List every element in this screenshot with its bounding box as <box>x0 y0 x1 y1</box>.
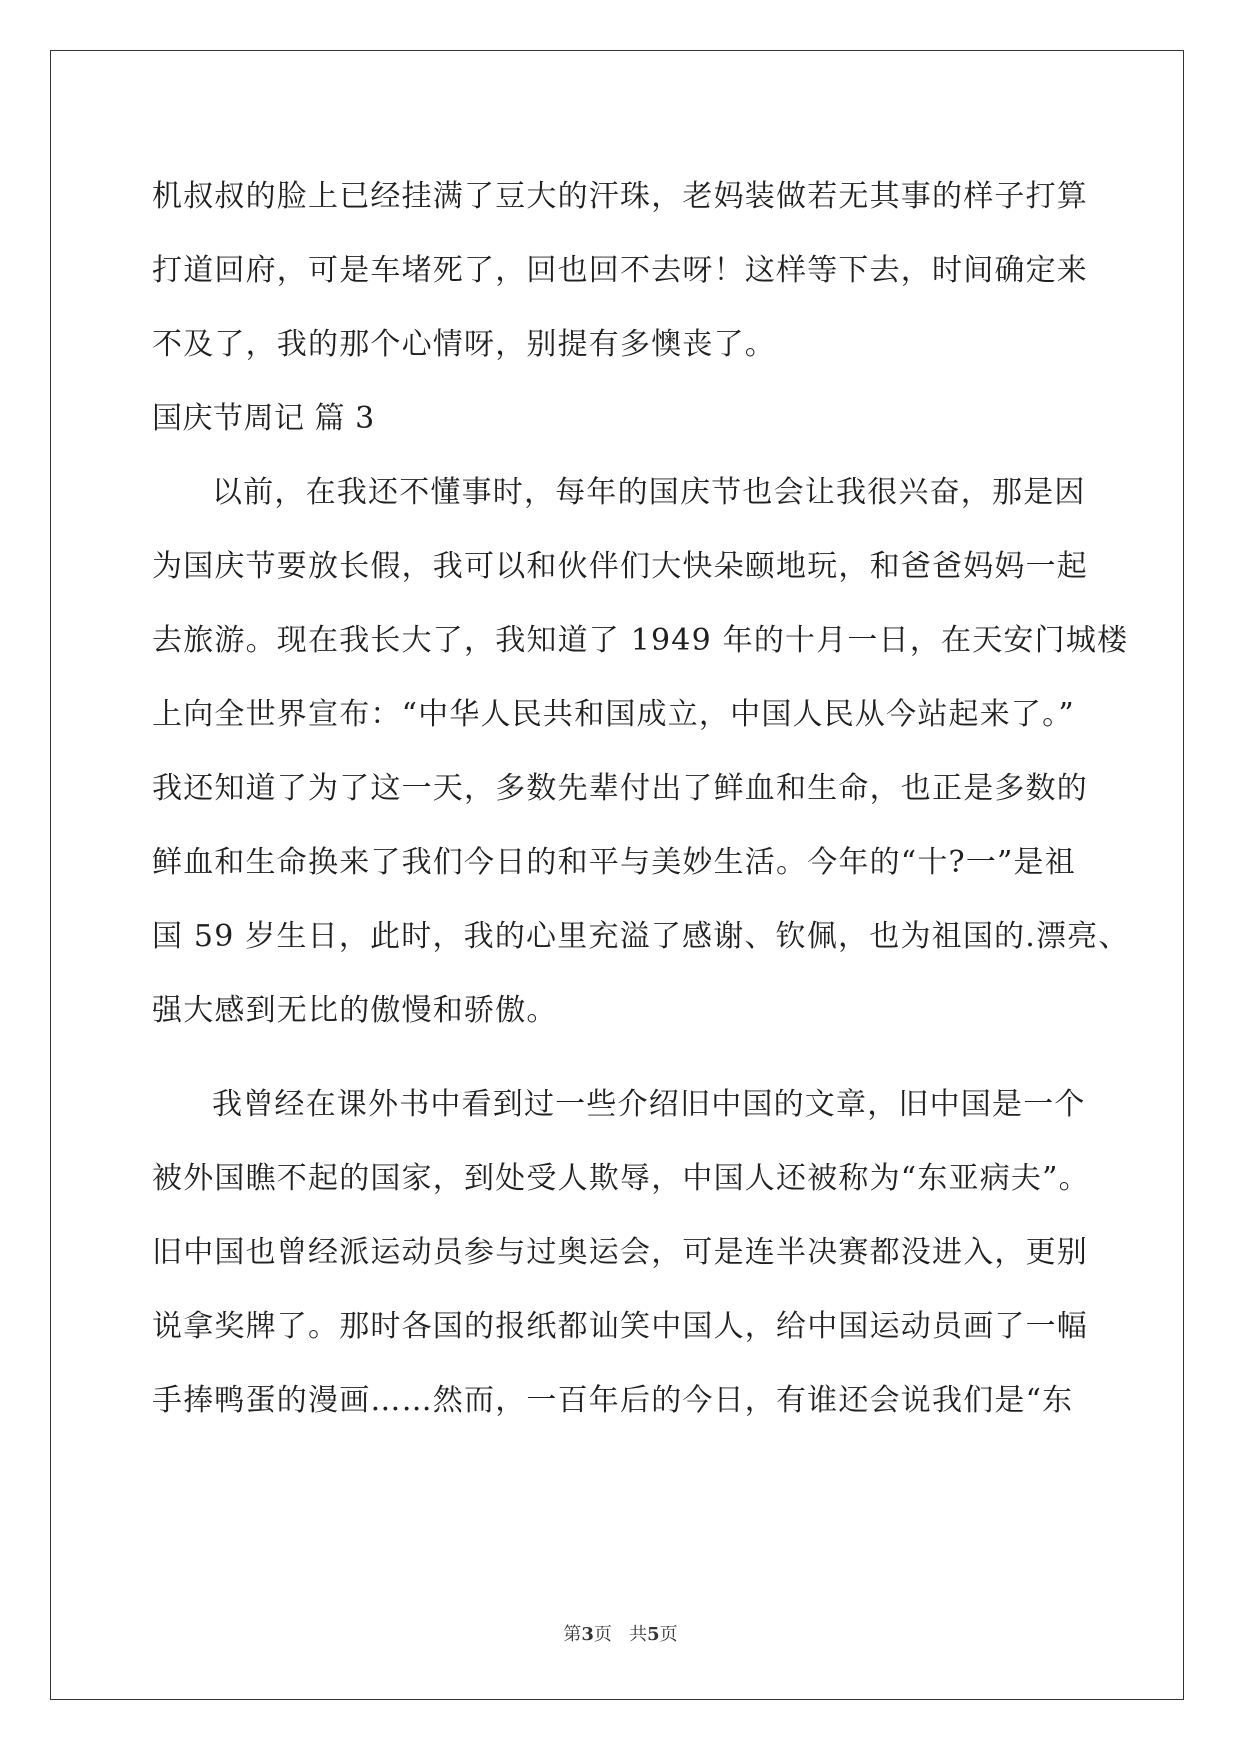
footer-prefix: 第 <box>563 1624 582 1645</box>
text-line: 机叔叔的脸上已经挂满了豆大的汗珠，老妈装做若无其事的样子打算 <box>152 179 1088 214</box>
document-body <box>152 160 1130 1438</box>
text-line: 手捧鸭蛋的漫画……然而，一百年后的今日，有谁还会说我们是“东 <box>152 1383 1074 1418</box>
text-line: 不及了，我的那个心情呀，别提有多懊丧了。 <box>152 327 776 362</box>
section-heading: 国庆节周记 篇 3 <box>152 401 375 436</box>
text-line: 我曾经在课外书中看到过一些介绍旧中国的文章，旧中国是一个 <box>212 1087 1086 1122</box>
text-line: 旧中国也曾经派运动员参与过奥运会，可是连半决赛都没进入，更别 <box>152 1235 1088 1270</box>
text-line: 说拿奖牌了。那时各国的报纸都讪笑中国人，给中国运动员画了一幅 <box>152 1309 1088 1344</box>
text-line: 去旅游。现在我长大了，我知道了 1949 年的十月一日，在天安门城楼 <box>152 623 1129 658</box>
text-line: 我还知道了为了这一天，多数先辈付出了鲜血和生命，也正是多数的 <box>152 771 1088 806</box>
footer-middle: 页 共 <box>593 1624 648 1645</box>
text-line: 鲜血和生命换来了我们今日的和平与美妙生活。今年的“十?一”是祖 <box>152 845 1076 880</box>
text-line: 打道回府，可是车堵死了，回也回不去呀！这样等下去，时间确定来 <box>152 253 1088 288</box>
text-line: 被外国瞧不起的国家，到处受人欺辱，中国人还被称为“东亚病夫”。 <box>152 1161 1090 1196</box>
text-line: 以前，在我还不懂事时，每年的国庆节也会让我很兴奋，那是因 <box>212 475 1086 510</box>
page-footer <box>0 1620 1241 1646</box>
text-line: 国 59 岁生日，此时，我的心里充溢了感谢、钦佩，也为祖国的.漂亮、 <box>152 919 1130 954</box>
total-pages-number: 5 <box>647 1624 660 1645</box>
text-line: 强大感到无比的傲慢和骄傲。 <box>152 993 558 1028</box>
text-line: 为国庆节要放长假，我可以和伙伴们大快朵颐地玩，和爸爸妈妈一起 <box>152 549 1088 584</box>
footer-suffix: 页 <box>659 1624 678 1645</box>
paragraph-gap <box>152 1048 1092 1068</box>
current-page-number: 3 <box>581 1624 594 1645</box>
text-line: 上向全世界宣布：“中华人民共和国成立，中国人民从今站起来了。” <box>152 697 1075 732</box>
